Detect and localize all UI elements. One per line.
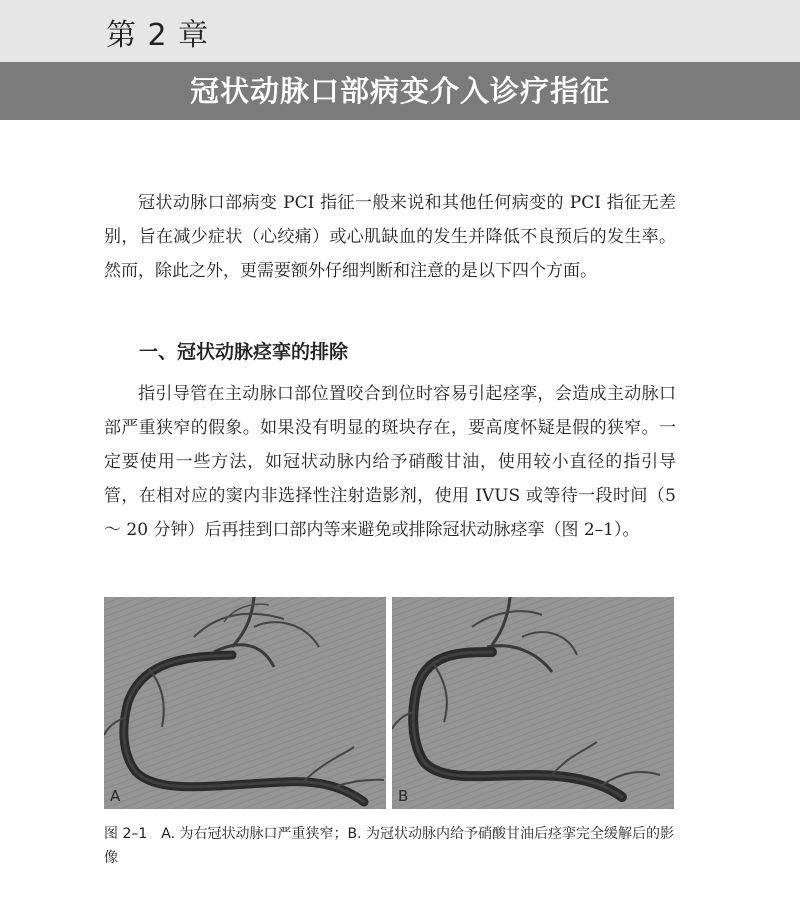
panel-a-label: A — [110, 787, 121, 805]
chapter-title-band — [0, 62, 800, 120]
angiogram-panel-a — [104, 597, 386, 809]
figure-caption — [104, 822, 679, 870]
chapter-label: 第 2 章 — [106, 18, 210, 53]
panel-b-label: B — [398, 787, 409, 805]
chapter-title: 冠状动脉口部病变介入诊疗指征 — [189, 74, 610, 108]
angiogram-b-image — [392, 597, 674, 809]
intro-paragraph: 冠状动脉口部病变 PCI 指征一般来说和其他任何病变的 PCI 指征无差别，旨在减少症状（心绞痛）或心肌缺血的发生并降低不良预后的发生率。然而，除此之外，更需要额外仔细判断和注意的是以下四个方面。 — [104, 193, 676, 281]
angiogram-panel-b — [392, 597, 674, 809]
angiogram-a-image — [104, 597, 386, 809]
section-paragraph: 指引导管在主动脉口部位置咬合到位时容易引起痉挛，会造成主动脉口部严重狭窄的假象。如果没有明显的斑块存在，要高度怀疑是假的狭窄。一定要使用一些方法，如冠状动脉内给予硝酸甘油，使用较小直径的指引导管，在相对应的窦内非选择性注射造影剂，使用 IVUS 或等待一段时间（5 ～ 20 分钟）后再挂到口部内等来避免或排除冠状动脉痉挛（图 2–1）。 — [104, 384, 676, 540]
figure-number: 图 2–1 — [104, 826, 148, 842]
figure-caption-text: A. 为右冠状动脉口严重狭窄；B. 为冠状动脉内给予硝酸甘油后痉挛完全缓解后的影像 — [104, 826, 674, 866]
section-heading: 一、冠状动脉痉挛的排除 — [139, 341, 349, 363]
chapter-header-band — [0, 0, 800, 62]
